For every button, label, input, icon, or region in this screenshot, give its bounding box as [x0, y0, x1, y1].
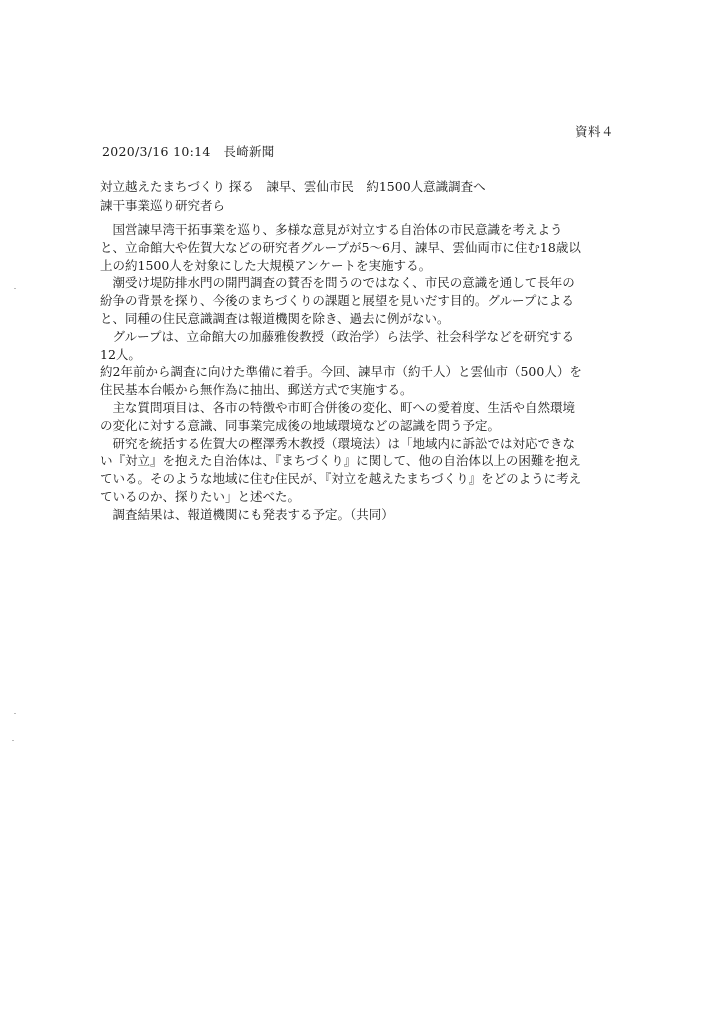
scan-speck — [14, 288, 16, 289]
scan-speck — [14, 713, 16, 714]
document-label: 資料４ — [574, 124, 614, 139]
body-line: 調査結果は、報道機関にも発表する予定。（共同） — [100, 506, 394, 522]
body-line: の変化に対する意識、同事業完成後の地域環境などの認識を問う予定。 — [100, 417, 501, 433]
scan-speck — [12, 740, 14, 741]
article-headline — [100, 177, 620, 215]
body-line: 住民基本台帳から無作為に抽出、郵送方式で実施する。 — [100, 382, 413, 398]
dateline: 2020/3/16 10:14 長崎新聞 — [102, 144, 275, 159]
body-line: 潮受け堤防排水門の開門調査の賛否を問うのではなく、市民の意識を通して長年の — [100, 275, 575, 291]
body-line: と、立命館大や佐賀大などの研究者グループが5～6月、諫早、雲仙両市に住む18歳以 — [100, 239, 581, 255]
body-line: と、同種の住民意識調査は報道機関を除き、過去に例がない。 — [100, 310, 450, 326]
body-line: 研究を統括する佐賀大の樫澤秀木教授（環境法）は「地域内に訴訟では対応できな — [100, 435, 576, 451]
body-line: グループは、立命館大の加藤雅俊教授（政治学）ら法学、社会科学などを研究する — [100, 328, 575, 344]
article-body — [100, 221, 624, 524]
body-line: 約2年前から調査に向けた準備に着手。今回、諫早市（約千人）と雲仙市（500人）を — [100, 364, 582, 380]
body-line: 主な質問項目は、各市の特徴や市町合併後の変化、町への愛着度、生活や自然環境 — [100, 399, 576, 415]
headline-main: 対立越えたまちづくり 探る 諫早、雲仙市民 約1500人意識調査へ — [100, 179, 486, 194]
headline-sub: 諫干事業巡り研究者ら — [100, 198, 226, 213]
body-line: ている。そのような地域に住む住民が、『対立を越えたまちづくり』をどのように考え — [100, 471, 582, 487]
body-line: ているのか、探りたい」と述べた。 — [100, 488, 301, 504]
body-line: い『対立』を抱えた自治体は、『まちづくり』に関して、他の自治体以上の困難を抱え — [100, 453, 581, 469]
body-line: 12人。 — [100, 346, 141, 362]
body-line: 国営諫早湾干拓事業を巡り、多様な意見が対立する自治体の市民意識を考えよう — [100, 222, 563, 237]
body-line: 紛争の背景を探り、今後のまちづくりの課題と展望を見いだす目的。グループによる — [100, 293, 574, 309]
body-line: 上の約1500人を対象にした大規模アンケートを実施する。 — [100, 257, 432, 273]
